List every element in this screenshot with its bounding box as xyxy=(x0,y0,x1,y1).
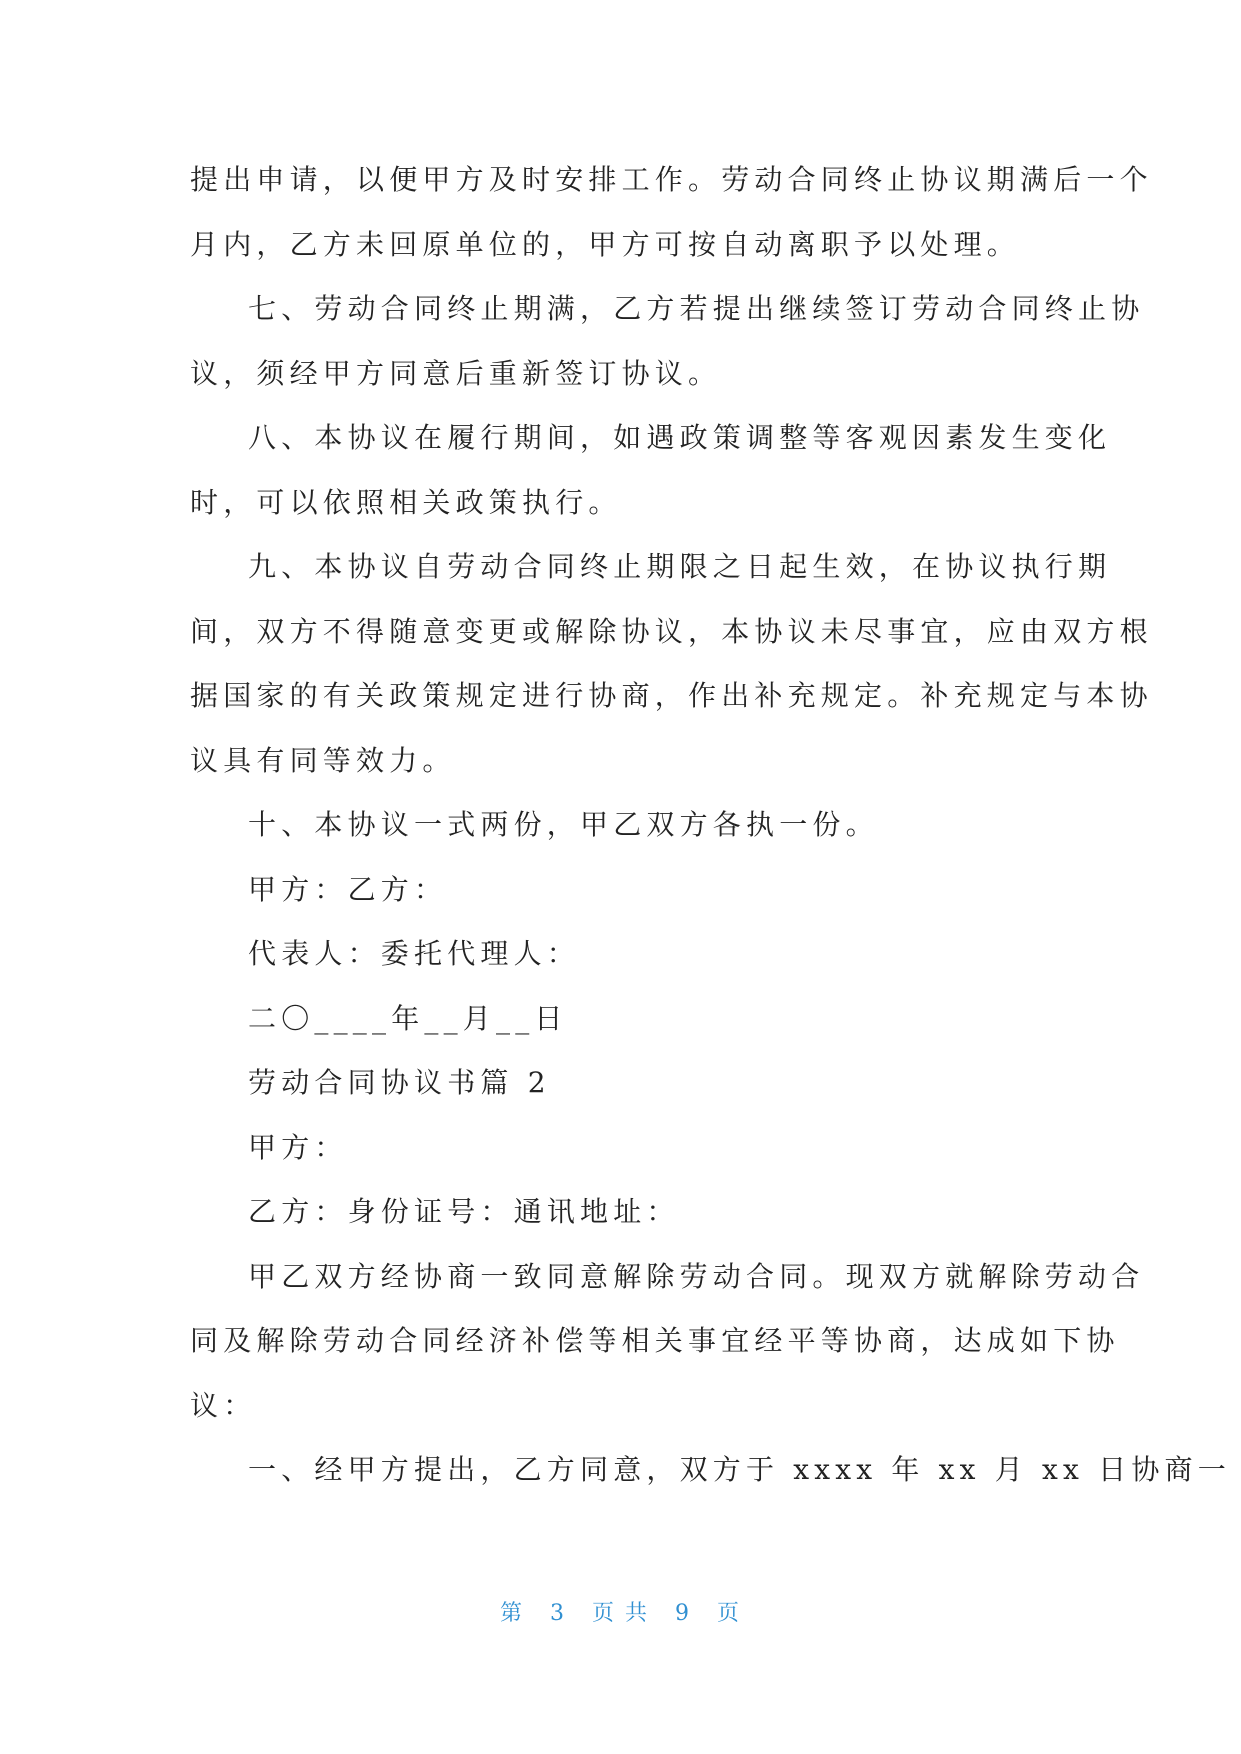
text-line: 间，双方不得随意变更或解除协议，本协议未尽事宜，应由双方根 xyxy=(190,614,1153,648)
footer-middle: 页 共 xyxy=(592,1601,649,1626)
signature-representatives-line: 代表人：委托代理人： xyxy=(248,937,581,970)
total-pages-number: 9 xyxy=(675,1601,691,1626)
current-page-number: 3 xyxy=(550,1601,566,1626)
party-a-line: 甲方： xyxy=(248,1130,348,1164)
signature-parties-line: 甲方：乙方： xyxy=(248,872,448,906)
text-line: 议，须经甲方同意后重新签订协议。 xyxy=(190,356,722,390)
clause-seven-line: 七、劳动合同终止期满，乙方若提出继续签订劳动合同终止协 xyxy=(248,292,1145,325)
footer-suffix: 页 xyxy=(717,1601,742,1626)
clause-one-line: 一、经甲方提出，乙方同意，双方于 xxxx 年 xx 月 xx 日协商一 xyxy=(248,1453,1231,1486)
clause-eight-line: 八、本协议在履行期间，如遇政策调整等客观因素发生变化 xyxy=(248,421,1112,454)
signature-date-line: 二〇____年__月__日 xyxy=(248,1001,568,1035)
text-line: 提出申请，以便甲方及时安排工作。劳动合同终止协议期满后一个 xyxy=(190,163,1153,196)
text-line: 时，可以依照相关政策执行。 xyxy=(190,485,622,519)
text-line: 月内，乙方未回原单位的，甲方可按自动离职予以处理。 xyxy=(190,227,1021,261)
section-title: 劳动合同协议书篇 2 xyxy=(248,1066,551,1099)
text-line: 议具有同等效力。 xyxy=(190,743,456,777)
text-line: 同及解除劳动合同经济补偿等相关事宜经平等协商，达成如下协 xyxy=(190,1324,1120,1357)
party-b-line: 乙方：身份证号：通讯地址： xyxy=(248,1195,680,1228)
text-line: 议： xyxy=(190,1388,257,1422)
clause-nine-line: 九、本协议自劳动合同终止期限之日起生效，在协议执行期 xyxy=(248,550,1112,583)
clause-ten-line: 十、本协议一式两份，甲乙双方各执一份。 xyxy=(248,808,879,841)
footer-prefix: 第 xyxy=(499,1601,524,1626)
text-line: 据国家的有关政策规定进行协商，作出补充规定。补充规定与本协 xyxy=(190,679,1153,712)
page-footer xyxy=(0,1596,1241,1627)
preamble-line: 甲乙双方经协商一致同意解除劳动合同。现双方就解除劳动合 xyxy=(248,1259,1145,1293)
document-body xyxy=(190,160,1231,1515)
